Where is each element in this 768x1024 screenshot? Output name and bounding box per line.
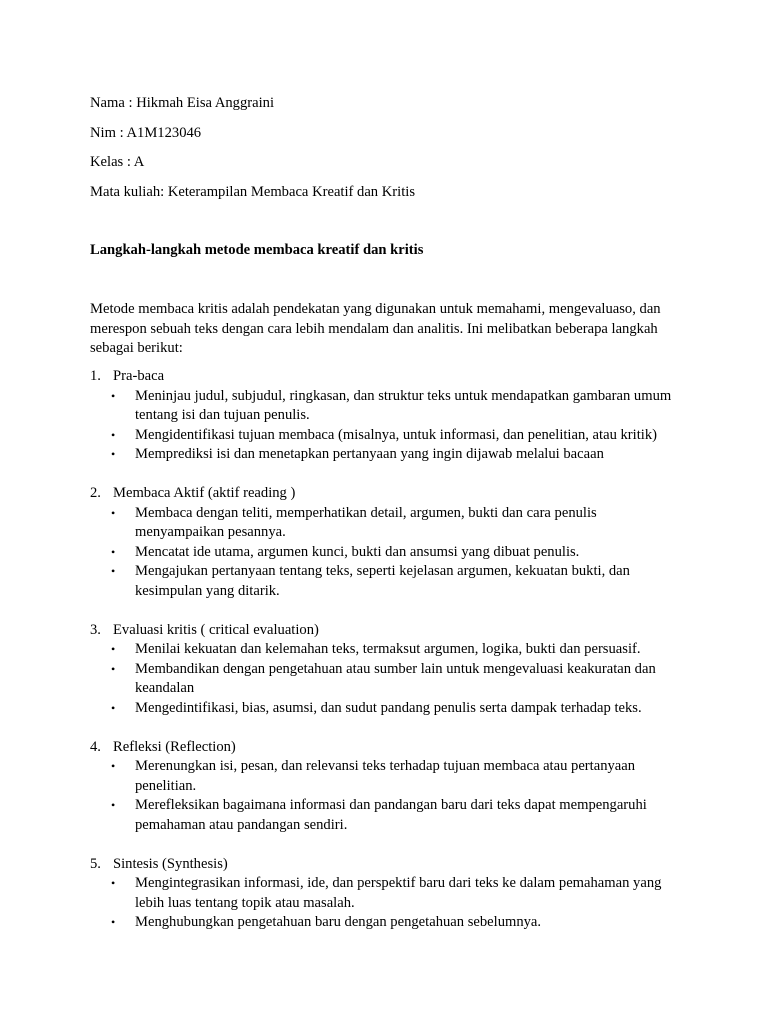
bullet-text: Membaca dengan teliti, memperhatikan detail, argumen, bukti dan cara penulis menyampaikan pesannya. <box>135 504 597 540</box>
bullet-icon: • <box>111 876 116 890</box>
step-heading <box>90 738 690 758</box>
bullet-item <box>90 445 680 465</box>
bullet-text: Merenungkan isi, pesan, dan relevansi teks terhadap tujuan membaca atau pertanyaan penelitian. <box>135 758 636 794</box>
step-heading <box>90 367 690 387</box>
step-number: 4. <box>90 738 101 755</box>
bullet-icon: • <box>111 759 116 773</box>
bullet-item <box>90 757 680 796</box>
bullet-icon: • <box>111 447 116 461</box>
step-item <box>90 484 690 601</box>
bullet-icon: • <box>111 700 116 715</box>
bullet-text: Membandikan dengan pengetahuan atau sumber lain untuk mengevaluasi keakuratan dan keandalan <box>135 660 656 696</box>
bullet-item <box>90 387 680 426</box>
bullet-icon: • <box>111 427 116 442</box>
student-name: Nama : Hikmah Eisa Anggraini <box>90 95 275 111</box>
bullet-icon: • <box>111 564 116 578</box>
steps-list <box>90 367 690 952</box>
bullet-text: Mengidentifikasi tujuan membaca (misalnya, untuk informasi, dan penelitian, atau kritik) <box>135 426 657 443</box>
bullet-item <box>90 796 680 835</box>
bullet-icon: • <box>111 388 116 403</box>
step-item <box>90 855 690 933</box>
step-label: Membaca Aktif (aktif reading ) <box>113 485 296 501</box>
step-item <box>90 367 690 465</box>
bullet-icon: • <box>111 505 116 520</box>
bullet-text: Mengedintifikasi, bias, asumsi, dan sudut pandang penulis serta dampak terhadap teks. <box>135 699 642 716</box>
step-heading <box>90 621 690 641</box>
step-label: Evaluasi kritis ( critical evaluation) <box>113 621 319 638</box>
bullet-list <box>90 874 690 933</box>
step-label: Sintesis (Synthesis) <box>113 855 228 872</box>
bullet-text: Memprediksi isi dan menetapkan pertanyaan yang ingin dijawab melalui bacaan <box>135 446 604 462</box>
bullet-text: Menilai kekuatan dan kelemahan teks, termaksut argumen, logika, bukti dan persuasif. <box>135 641 641 657</box>
bullet-list <box>90 757 690 835</box>
step-item <box>90 738 690 836</box>
bullet-icon: • <box>111 661 116 676</box>
bullet-item <box>90 874 680 913</box>
bullet-item <box>90 640 680 660</box>
bullet-item <box>90 699 680 719</box>
bullet-list <box>90 387 690 465</box>
bullet-list <box>90 504 690 602</box>
bullet-icon: • <box>111 798 116 812</box>
step-heading <box>90 484 690 504</box>
bullet-item <box>90 504 680 543</box>
intro-paragraph: Metode membaca kritis adalah pendekatan yang digunakan untuk memahami, mengevaluaso, dan merespon sebuah teks dengan cara lebih mendalam dan analitis. Ini melibatkan beberapa langkah sebagai berikut: <box>90 301 661 356</box>
student-id: Nim : A1M123046 <box>90 124 202 141</box>
bullet-list <box>90 640 690 718</box>
document-title: Langkah-langkah metode membaca kreatif dan kritis <box>90 242 424 258</box>
bullet-text: Meninjau judul, subjudul, ringkasan, dan struktur teks untuk mendapatkan gambaran umum tentang isi dan tujuan penulis. <box>135 387 672 423</box>
bullet-icon: • <box>111 915 116 929</box>
step-number: 1. <box>90 368 101 384</box>
bullet-icon: • <box>111 544 116 559</box>
bullet-item <box>90 543 680 563</box>
course-name: Mata kuliah: Keterampilan Membaca Kreatif dan Kritis <box>90 183 415 200</box>
document-page <box>90 92 690 930</box>
student-class: Kelas : A <box>90 154 145 170</box>
bullet-item <box>90 660 680 699</box>
step-number: 5. <box>90 855 101 872</box>
step-label: Pra-baca <box>113 368 165 384</box>
bullet-text: Menghubungkan pengetahuan baru dengan pengetahuan sebelumnya. <box>135 914 542 930</box>
student-info <box>90 92 690 210</box>
step-item <box>90 621 690 719</box>
bullet-icon: • <box>111 642 116 656</box>
step-heading <box>90 855 690 875</box>
step-label: Refleksi (Reflection) <box>113 738 236 755</box>
bullet-item <box>90 913 680 933</box>
step-number: 2. <box>90 485 101 501</box>
bullet-text: Mengintegrasikan informasi, ide, dan perspektif baru dari teks ke dalam pemahaman yang lebih luas tentang topik atau masalah. <box>135 875 662 911</box>
bullet-text: Mencatat ide utama, argumen kunci, bukti dan ansumsi yang dibuat penulis. <box>135 543 580 560</box>
bullet-text: Merefleksikan bagaimana informasi dan pandangan baru dari teks dapat mempengaruhi pemahaman atau pandangan sendiri. <box>135 797 647 833</box>
bullet-item <box>90 562 680 601</box>
bullet-text: Mengajukan pertanyaan tentang teks, seperti kejelasan argumen, kekuatan bukti, dan kesimpulan yang ditarik. <box>135 563 630 599</box>
step-number: 3. <box>90 621 101 638</box>
bullet-item <box>90 426 680 446</box>
